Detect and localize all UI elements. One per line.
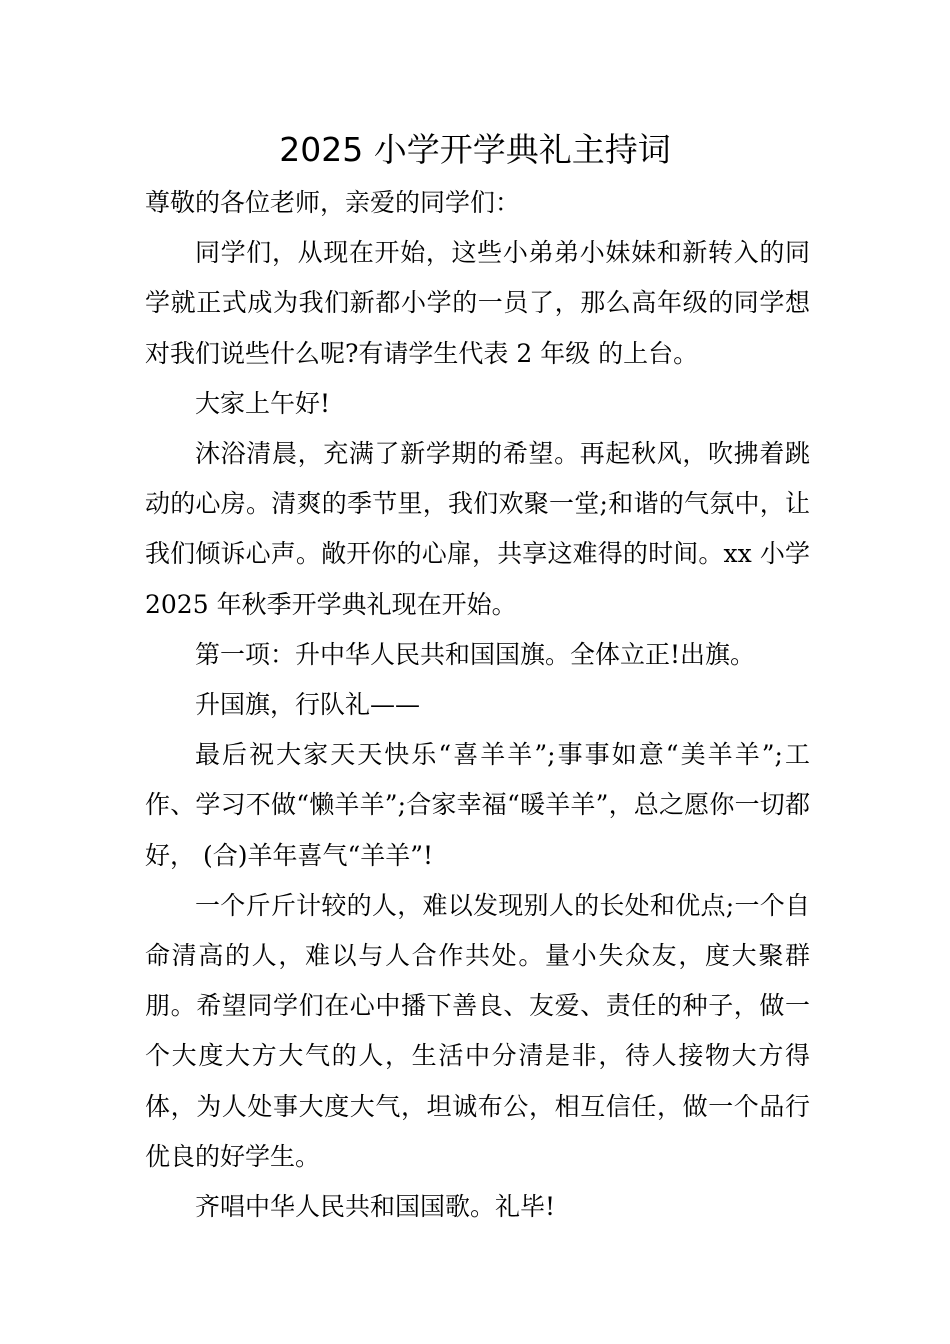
paragraph: 第一项：升中华人民共和国国旗。全体立正!出旗。: [195, 639, 756, 669]
paragraph: 大家上午好!: [195, 388, 331, 418]
paragraph-salutation: 尊敬的各位老师，亲爱的同学们：: [145, 188, 521, 217]
document-body: [145, 178, 810, 1232]
paragraph: 一个斤斤计较的人，难以发现别人的长处和优点;一个自命清高的人，难以与人合作共处。量小失众友，度大聚群朋。希望同学们在心中播下善良、友爱、责任的种子，做一个大度大方大气的人，生活中分清是非，待人接物大方得体，为人处事大度大气，坦诚布公，相互信任，做一个品行优良的好学生。: [145, 890, 810, 1171]
paragraph: 同学们，从现在开始，这些小弟弟小妹妹和新转入的同学就正式成为我们新都小学的一员了，那么高年级的同学想对我们说些什么呢?有请学生代表 2 年级 的上台。: [145, 238, 810, 368]
paragraph: 最后祝大家天天快乐“喜羊羊”;事事如意“美羊羊”;工作、学习不做“懒羊羊”;合家幸福“暖羊羊”，总之愿你一切都好， (合)羊年喜气“羊羊”!: [145, 740, 810, 870]
document-title: 2025 小学开学典礼主持词: [279, 130, 671, 169]
paragraph: 沐浴清晨，充满了新学期的希望。再起秋风，吹拂着跳动的心房。清爽的季节里，我们欢聚一堂;和谐的气氛中，让我们倾诉心声。敞开你的心扉，共享这难得的时间。xx 小学 2025 年秋季开学典礼现在开始。: [145, 439, 810, 619]
paragraph: 升国旗，行队礼——: [195, 690, 421, 720]
paragraph: 齐唱中华人民共和国国歌。礼毕!: [195, 1192, 556, 1222]
